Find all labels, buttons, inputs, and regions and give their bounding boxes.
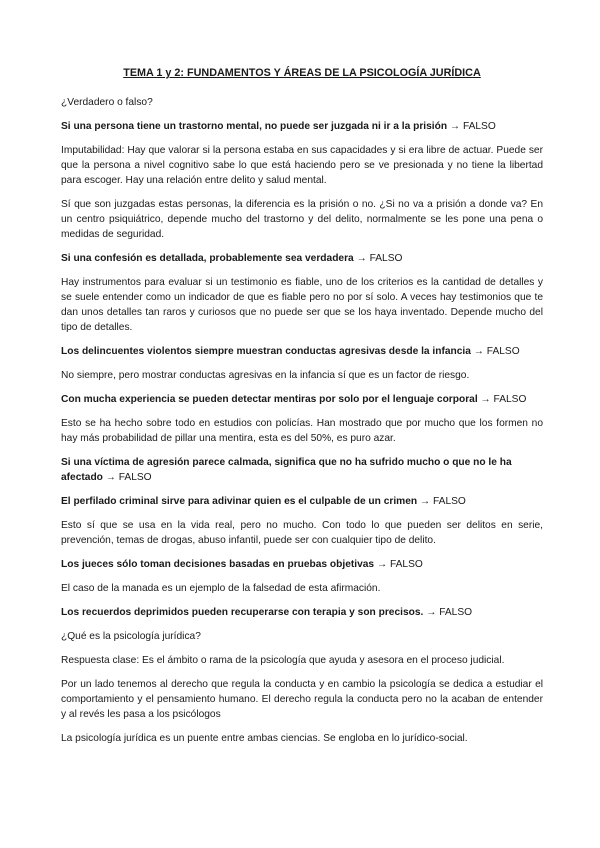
paragraph-policias: Esto se ha hecho sobre todo en estudios con policías. Han mostrado que por mucho que los formen no hay más probabilidad de pillar una mentira, esta es del 50%, es puro azar. xyxy=(61,418,543,444)
statement-3 xyxy=(61,344,543,359)
statement-6 xyxy=(61,494,543,509)
statement-answer: → FALSO xyxy=(419,496,466,507)
statement-answer: → FALSO xyxy=(473,346,520,357)
statement-text: Los delincuentes violentos siempre muestran conductas agresivas desde la infancia xyxy=(61,346,471,357)
statement-text: Los recuerdos deprimidos pueden recuperarse con terapia y son precisos. xyxy=(61,607,424,618)
statement-answer: → FALSO xyxy=(356,253,403,264)
statement-answer: → FALSO xyxy=(426,607,473,618)
statement-text: Con mucha experiencia se pueden detectar mentiras por solo por el lenguaje corporal xyxy=(61,394,478,405)
paragraph-juzgadas: Sí que son juzgadas estas personas, la diferencia es la prisión o no. ¿Si no va a prisión a donde va? En un centro psiquiátrico, depende mucho del trastorno y del delito, normalmente se les pone una pena o medidas de seguridad. xyxy=(61,199,543,240)
statement-answer: → FALSO xyxy=(480,394,527,405)
paragraph-manada: El caso de la manada es un ejemplo de la falsedad de esta afirmación. xyxy=(61,583,381,594)
statement-2 xyxy=(61,251,543,266)
statement-text: Si una persona tiene un trastorno mental, no puede ser juzgada ni ir a la prisión xyxy=(61,121,448,132)
statement-4 xyxy=(61,392,543,407)
document-title: TEMA 1 y 2: FUNDAMENTOS Y ÁREAS DE LA PSICOLOGÍA JURÍDICA xyxy=(123,67,481,79)
paragraph-infancia: No siempre, pero mostrar conductas agresivas en la infancia sí que es un factor de riesgo. xyxy=(61,370,470,381)
paragraph-testimonio: Hay instrumentos para evaluar si un testimonio es fiable, uno de los criterios es la cantidad de detalles y se suele entender como un indicador de que es fiable pero no por sí solo. A veces hay testimonios que te dan unos detalles tan raros y curiosos que no puede ser que se los haya inventado. Depende mucho del tipo de detalles. xyxy=(61,277,543,333)
paragraph-respuesta: Respuesta clase: Es el ámbito o rama de la psicología que ayuda y asesora en el proceso judicial. xyxy=(61,655,505,666)
statement-answer: → FALSO xyxy=(105,472,152,483)
intro-question: ¿Verdadero o falso? xyxy=(61,97,153,108)
statement-5 xyxy=(61,455,543,485)
statement-answer: → FALSO xyxy=(449,121,496,132)
paragraph-derecho: Por un lado tenemos al derecho que regula la conducta y en cambio la psicología se dedica a estudiar el comportamiento y el pensamiento humano. El derecho regula la conducta pero no la acaban de entender y al revés les pasa a los psicólogos xyxy=(61,679,543,720)
statement-7 xyxy=(61,557,543,572)
statement-text: El perfilado criminal sirve para adivinar quien es el culpable de un crimen xyxy=(61,496,418,507)
statement-answer: → FALSO xyxy=(376,559,423,570)
statement-text: Si una confesión es detallada, probablemente sea verdadera xyxy=(61,253,354,264)
question-psicologia-juridica: ¿Qué es la psicología jurídica? xyxy=(61,631,201,642)
paragraph-imputabilidad: Imputabilidad: Hay que valorar si la persona estaba en sus capacidades y si era libre de actuar. Puede ser que la persona a nivel cognitivo sabe lo que está haciendo pero se ve presionada y no tiene la libertad para escoger. Hay una relación entre delito y salud mental. xyxy=(61,145,543,186)
statement-1 xyxy=(61,119,543,134)
statement-text: Si una víctima de agresión parece calmada, significa que no ha sufrido mucho o que no le ha afectado xyxy=(61,457,512,483)
statement-8 xyxy=(61,605,543,620)
paragraph-puente: La psicología jurídica es un puente entre ambas ciencias. Se engloba en lo jurídico-social. xyxy=(61,733,468,744)
statement-text: Los jueces sólo toman decisiones basadas en pruebas objetivas xyxy=(61,559,375,570)
paragraph-perfilado: Esto sí que se usa en la vida real, pero no mucho. Con todo lo que pueden ser delitos en serie, prevención, temas de drogas, abuso infantil, puede ser con cualquier tipo de delito. xyxy=(61,520,543,546)
